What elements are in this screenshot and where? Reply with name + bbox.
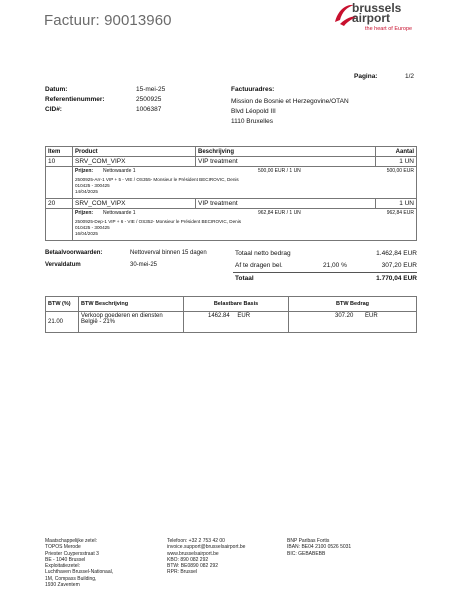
vat-description-cell bbox=[79, 312, 184, 333]
footer-line: Exploitatiezetel: bbox=[45, 563, 81, 570]
price-type: Nettowaarde 1 bbox=[103, 210, 136, 216]
vat-header-description: BTW Beschrijving bbox=[79, 297, 184, 312]
price-type: Nettowaarde 1 bbox=[103, 168, 136, 174]
reference-label: Referentienummer: bbox=[45, 96, 105, 103]
col-header-quantity: Aantal bbox=[376, 147, 417, 157]
vat-table bbox=[45, 296, 417, 333]
items-header-row bbox=[46, 147, 417, 157]
totals-divider bbox=[233, 272, 417, 273]
line-total: 500,00 EUR bbox=[386, 168, 414, 174]
item-quantity: 1 UN bbox=[376, 199, 417, 209]
vat-base-value: 1462.84 bbox=[208, 313, 230, 319]
item-note-line1: 2500925-Dep-1 VIP + 6 - VIE / OS352- Monsieur le Président BECIROVIC, Denis bbox=[75, 219, 242, 224]
table-row bbox=[46, 199, 417, 209]
vat-description-line1: Verkoop goederen en diensten bbox=[81, 313, 163, 319]
logo-wordmark bbox=[352, 3, 401, 23]
price-label: Prijzen: bbox=[75, 210, 94, 216]
item-note-line2: 010425 - 300425 bbox=[75, 225, 110, 230]
item-product: SRV_COM_VIPX bbox=[73, 199, 196, 209]
date-label: Datum: bbox=[45, 86, 68, 93]
footer-line: 1M, Compass Building, bbox=[45, 575, 97, 582]
page-label: Pagina: bbox=[354, 73, 378, 80]
item-detail bbox=[73, 167, 417, 199]
price-label: Prijzen: bbox=[75, 168, 94, 174]
grand-total-label: Totaal bbox=[235, 275, 254, 282]
table-row bbox=[46, 312, 417, 333]
vat-amount-value: 307.20 bbox=[335, 313, 354, 319]
billing-address-label: Factuuradres: bbox=[231, 86, 275, 93]
cid-label: CID#: bbox=[45, 106, 62, 113]
col-header-item: Item bbox=[46, 147, 73, 157]
vat-description-line2: België - 21% bbox=[81, 319, 116, 325]
net-total-label: Totaal netto bedrag bbox=[235, 250, 291, 257]
item-number: 10 bbox=[46, 157, 73, 167]
footer-email-link[interactable]: invoice.support@brusselsairport.be bbox=[167, 544, 246, 551]
vat-header-base: Belastbare Basis bbox=[184, 297, 289, 312]
vat-due-label: Af te dragen bel. bbox=[235, 262, 283, 269]
cid-value: 1006387 bbox=[136, 106, 162, 113]
table-row bbox=[46, 157, 417, 167]
vat-amount-cell bbox=[289, 312, 417, 333]
item-note-line3: 14/04/2025 bbox=[75, 189, 98, 194]
vat-header-amount: BTW Bedrag bbox=[289, 297, 417, 312]
footer-line: BE - 1040 Brussel bbox=[45, 556, 86, 563]
vat-base-currency: EUR bbox=[237, 313, 251, 319]
logo-word-airport: airport bbox=[352, 11, 391, 25]
footer-line: Maatschappelijke zetel: bbox=[45, 538, 97, 544]
invoice-title: Factuur: 90013960 bbox=[44, 12, 172, 29]
due-date-label: Vervaldatum bbox=[45, 262, 81, 268]
footer-line: BIC: GEBABEBB bbox=[287, 550, 326, 557]
reference-value: 2500925 bbox=[136, 96, 162, 103]
brussels-airport-logo bbox=[332, 2, 446, 38]
item-detail bbox=[73, 209, 417, 241]
invoice-items-table bbox=[45, 146, 417, 241]
vat-rate-cell: 21.00 bbox=[46, 312, 79, 333]
item-description: VIP treatment bbox=[196, 157, 376, 167]
grand-total-value: 1.770,04 EUR bbox=[376, 275, 417, 282]
footer-line: BTW: BE0890 082 292 bbox=[167, 563, 219, 570]
item-note-line1: 2500925-Arr-1 VIP + 5 - VIE / OS355- Monsieur le Président BECIROVIC, Denis bbox=[75, 177, 239, 182]
item-description: VIP treatment bbox=[196, 199, 376, 209]
footer-line: BNP Paribas Fortis bbox=[287, 538, 330, 544]
net-total-value: 1.462,84 EUR bbox=[376, 250, 417, 257]
footer-company-address bbox=[45, 538, 113, 588]
line-total: 962,84 EUR bbox=[386, 210, 414, 216]
vat-due-value: 307,20 EUR bbox=[381, 262, 417, 269]
item-number: 20 bbox=[46, 199, 73, 209]
unit-price: 962,84 EUR / 1 UN bbox=[258, 210, 301, 216]
footer-line: IBAN: BE04 2100 0526 5031 bbox=[287, 544, 352, 551]
payment-terms-value: Nettoverval binnen 15 dagen bbox=[130, 250, 207, 256]
footer-bank bbox=[287, 538, 351, 557]
vat-base-cell bbox=[184, 312, 289, 333]
footer-line: RPR: Brussel bbox=[167, 569, 198, 576]
item-quantity: 1 UN bbox=[376, 157, 417, 167]
unit-price: 500,00 EUR / 1 UN bbox=[258, 168, 301, 174]
item-detail-row bbox=[46, 209, 417, 241]
item-product: SRV_COM_VIPX bbox=[73, 157, 196, 167]
vat-header-rate: BTW (%) bbox=[46, 297, 79, 312]
billing-address-line1: Mission de Bosnie et Herzegovine/OTAN bbox=[231, 98, 349, 105]
col-header-description: Beschrijving bbox=[196, 147, 376, 157]
logo-tagline: the heart of Europe bbox=[365, 26, 413, 32]
footer-line: Luchthaven Brussel-Nationaal, bbox=[45, 569, 114, 576]
footer-line: KBO: 890 082 292 bbox=[167, 556, 209, 563]
footer-contact bbox=[167, 538, 245, 576]
footer-website-link[interactable]: www.brusselsairport.be bbox=[167, 550, 219, 557]
item-detail-row bbox=[46, 167, 417, 199]
footer-line: Telefoon: +32 2 753 42 00 bbox=[167, 538, 225, 544]
page-number: 1/2 bbox=[405, 73, 415, 80]
item-note-line2: 010425 - 300425 bbox=[75, 183, 110, 188]
col-header-product: Product bbox=[73, 147, 196, 157]
billing-address-line3: 1110 Bruxelles bbox=[231, 118, 274, 125]
due-date-value: 30-mei-25 bbox=[130, 262, 158, 268]
vat-header-row bbox=[46, 297, 417, 312]
logo-word-brussels: brussels bbox=[352, 1, 402, 15]
vat-amount-currency: EUR bbox=[365, 313, 378, 319]
footer-line: 1930 Zaventem bbox=[45, 582, 80, 589]
item-note-line3: 16/04/2025 bbox=[75, 231, 98, 236]
billing-address-line2: Blvd Léopold III bbox=[231, 108, 276, 115]
date-value: 15-mei-25 bbox=[136, 86, 166, 93]
footer-line: Priester Cuypersstraat 3 bbox=[45, 550, 99, 557]
vat-rate: 21,00 % bbox=[323, 262, 347, 269]
footer-line: TOPOS Merode bbox=[45, 544, 81, 551]
payment-terms-label: Betaalvoorwaarden: bbox=[45, 250, 103, 256]
